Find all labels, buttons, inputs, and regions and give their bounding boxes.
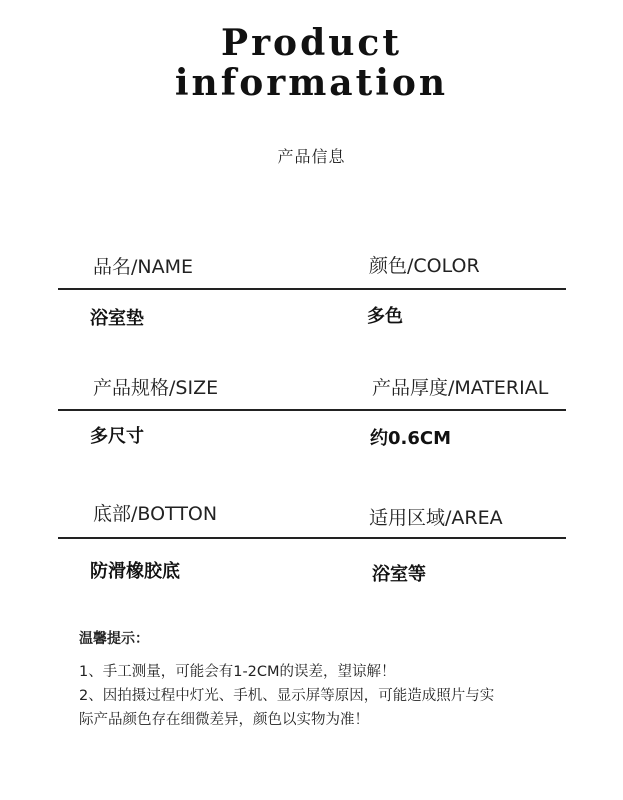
bottom-label: 底部/BOTTON [93, 503, 218, 525]
title-line-2: information [174, 62, 449, 104]
color-label: 颜色/COLOR [369, 255, 480, 277]
area-value: 浴室等 [372, 564, 426, 585]
notes-title: 温馨提示： [79, 631, 149, 647]
size-label: 产品规格/SIZE [93, 377, 219, 399]
divider-3 [58, 537, 566, 539]
area-label: 适用区域/AREA [369, 507, 503, 529]
name-label: 品名/NAME [93, 256, 194, 278]
subtitle: 产品信息 [277, 147, 346, 166]
divider-2 [58, 409, 566, 411]
note-line-2: 2、因拍摄过程中灯光、手机、显示屏等原因，可能造成照片与实际产品颜色存在细微差异，颜色以实物为准！ [79, 688, 495, 728]
note-line-1: 1、手工测量，可能会有1-2CM的误差，望谅解！ [79, 664, 396, 680]
size-value: 多尺寸 [90, 426, 144, 447]
bottom-value: 防滑橡胶底 [90, 561, 180, 582]
color-value: 多色 [367, 306, 403, 327]
name-value: 浴室垫 [90, 308, 144, 329]
divider-1 [58, 288, 566, 290]
material-value: 约0.6CM [370, 428, 452, 449]
notes-block [79, 628, 499, 732]
material-label: 产品厚度/MATERIAL [372, 377, 549, 399]
title-line-1: Product [221, 22, 402, 64]
